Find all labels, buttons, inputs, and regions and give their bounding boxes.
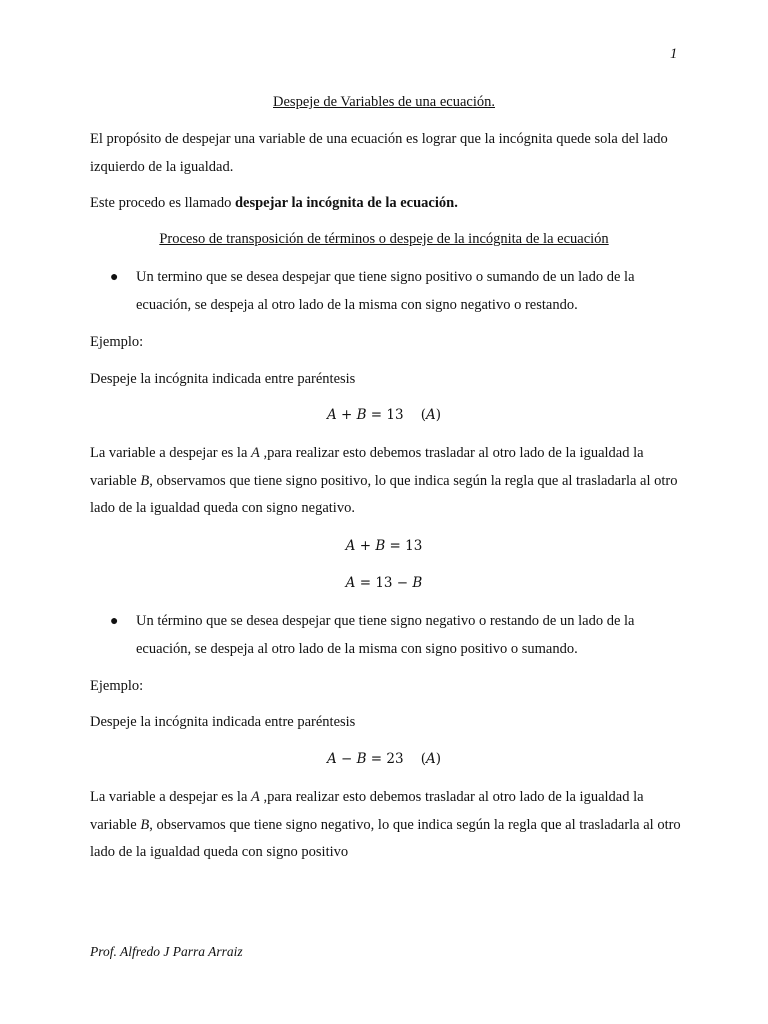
title-text: Despeje de Variables de una ecuación. <box>273 94 495 110</box>
example-1-equation: A + B = 13 (A) <box>326 407 442 423</box>
eq1-var-a: A <box>326 407 337 423</box>
step2-var-b: B <box>412 575 423 591</box>
subtitle-text: Proceso de transposición de términos o despeje de la incógnita de la ecuación <box>159 231 609 247</box>
ex2-var-a: A <box>251 789 260 805</box>
step2-var-a: A <box>345 575 356 591</box>
section-subtitle <box>0 231 768 248</box>
ex2-text-3: , observamos que tiene signo negativo, lo que indica según la regla que al trasladarla al otro lado de la igualdad queda con signo positivo <box>90 816 681 860</box>
eq2-minus: − <box>336 751 357 767</box>
step1-var-a: A <box>345 538 356 554</box>
footer-author: Prof. Alfredo J Parra Arraiz <box>90 944 243 959</box>
procedure-bold: despejar la incógnita de la ecuación. <box>234 195 458 211</box>
eq2-var-a: A <box>326 751 337 767</box>
eq1-var-b: B <box>356 407 367 423</box>
bullet-marker-2: ● <box>110 614 119 629</box>
ex1-var-b: B <box>140 472 150 489</box>
eq2-rhs: = 23 <box>366 751 404 767</box>
example-2-prompt: Despeje la incógnita indicada entre paréntesis <box>90 714 356 730</box>
step1-var-b: B <box>375 538 386 554</box>
example-2-explanation <box>90 784 688 867</box>
eq2-target: A <box>426 751 436 767</box>
document-title <box>0 94 768 111</box>
bullet-item-1: Un termino que se desea despejar que tiene signo positivo o sumando de un lado de la ecuación, se despeja al otro lado de la misma con signo negativo o restando. <box>136 269 635 313</box>
eq1-rhs: = 13 <box>366 407 404 423</box>
example-2-equation: A − B = 23 (A) <box>326 751 442 767</box>
page-number: 1 <box>670 46 678 62</box>
eq1-target: A <box>426 407 436 423</box>
example-2-label: Ejemplo: <box>90 678 144 694</box>
procedure-lead: Este procedo es llamado <box>90 195 235 211</box>
ex2-text-1: La variable a despejar es la <box>90 789 252 805</box>
example-1-label: Ejemplo: <box>90 334 144 350</box>
ex1-text-3: , observamos que tiene signo positivo, lo que indica según la regla que al trasladarla al otro lado de la igualdad queda con signo negativo. <box>90 472 678 516</box>
example-1-prompt: Despeje la incógnita indicada entre paréntesis <box>90 371 356 387</box>
example-1-explanation <box>90 440 688 523</box>
step1-plus: + <box>355 538 376 554</box>
bullet-marker-1: ● <box>110 270 119 285</box>
example-1-step-2 <box>0 575 768 591</box>
example-1-step-1 <box>0 538 768 554</box>
ex1-text-2: ,para realizar esto debemos trasladar al otro lado de la igualdad la variable <box>90 445 644 489</box>
eq2-var-b: B <box>356 751 367 767</box>
ex2-var-b: B <box>140 816 150 833</box>
procedure-paragraph <box>90 190 688 218</box>
intro-paragraph: El propósito de despejar una variable de una ecuación es lograr que la incógnita quede sola del lado izquierdo de la igualdad. <box>90 131 668 175</box>
ex1-var-a: A <box>251 445 260 461</box>
ex1-text-1: La variable a despejar es la <box>90 445 252 461</box>
step1-rhs: = 13 <box>385 538 423 554</box>
bullet-item-2: Un término que se desea despejar que tiene signo negativo o restando de un lado de la ecuación, se despeja al otro lado de la misma con signo positivo o sumando. <box>136 613 635 657</box>
eq1-plus: + <box>336 407 357 423</box>
ex2-text-2: ,para realizar esto debemos trasladar al otro lado de la igualdad la variable <box>90 789 644 833</box>
step2-rhs: = 13 − <box>355 575 413 591</box>
